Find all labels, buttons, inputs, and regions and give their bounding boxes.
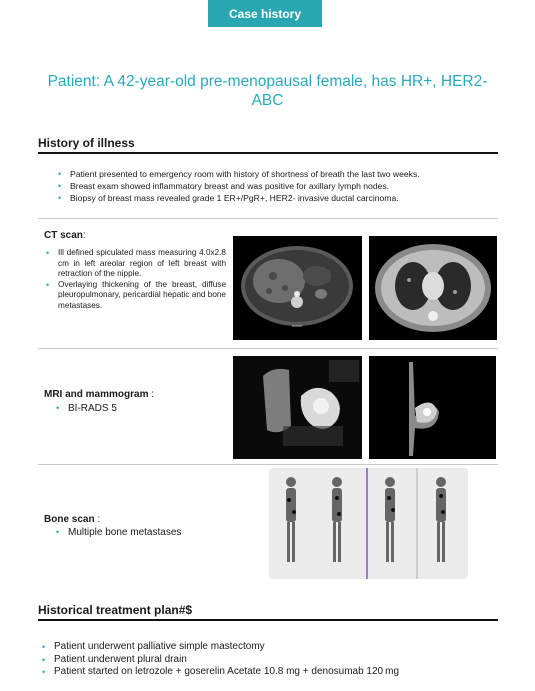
list-item: • BI-RADS 5 (56, 403, 117, 414)
list-item: • Ill defined spiculated mass measuring 4.0x2.8 cm in left areolar region of left breast with retraction of the nipple. (46, 248, 226, 278)
mri-mammogram-label: MRI and mammogram : (44, 389, 155, 400)
treatment-plan-rule (38, 619, 498, 621)
mammogram-image (369, 356, 496, 459)
ct-chest-image (369, 236, 497, 340)
list-item: • Biopsy of breast mass revealed grade 1 ER+/PgR+, HER2- invasive ductal carcinoma. (58, 193, 399, 203)
ct-abdomen-image (233, 236, 362, 340)
list-item: • Breast exam showed inflammatory breast and was positive for axillary lymph nodes. (58, 181, 390, 191)
bullet-icon: • (46, 279, 50, 290)
bullet-icon: • (56, 403, 60, 413)
bullet-icon: • (58, 181, 62, 191)
ct-scan-label: CT scan: (44, 230, 86, 241)
bullet-icon: • (42, 654, 46, 665)
list-item: • Patient started on letrozole + goserelin Acetate 10.8 mg + denosumab 120 mg (42, 666, 399, 677)
list-item: • Patient presented to emergency room with history of shortness of breath the last two weeks. (58, 169, 420, 179)
history-rule (38, 152, 498, 154)
list-item: • Patient underwent plural drain (42, 653, 187, 665)
case-history-banner: Case history (208, 0, 322, 27)
divider (38, 464, 498, 465)
bone-findings-list (54, 527, 181, 538)
bullet-icon: • (58, 193, 62, 203)
divider (38, 348, 498, 349)
bullet-icon: • (42, 667, 46, 677)
history-list (56, 168, 506, 204)
divider (38, 218, 498, 219)
treatment-plan-heading: Historical treatment plan#$ (38, 603, 193, 617)
treatment-plan-list (40, 641, 510, 679)
ct-findings-list (44, 248, 226, 311)
bullet-icon: • (56, 527, 60, 537)
bullet-icon: • (42, 642, 46, 652)
list-item: • Overlaying thickening of the breast, diffuse pleuropulmonary, pericardial hepatic and bone metastases. (46, 279, 226, 310)
bone-scan-image (269, 468, 468, 579)
list-item: • Multiple bone metastases (56, 527, 182, 538)
patient-title: Patient: A 42-year-old pre-menopausal female, has HR+, HER2- ABC (47, 73, 488, 109)
mri-image (233, 356, 362, 459)
bone-scan-label: Bone scan : (44, 514, 101, 525)
mri-findings-list (54, 403, 117, 414)
history-heading: History of illness (38, 136, 135, 150)
bullet-icon: • (46, 248, 50, 258)
list-item: • Patient underwent palliative simple mastectomy (42, 641, 265, 652)
bullet-icon: • (58, 169, 62, 179)
